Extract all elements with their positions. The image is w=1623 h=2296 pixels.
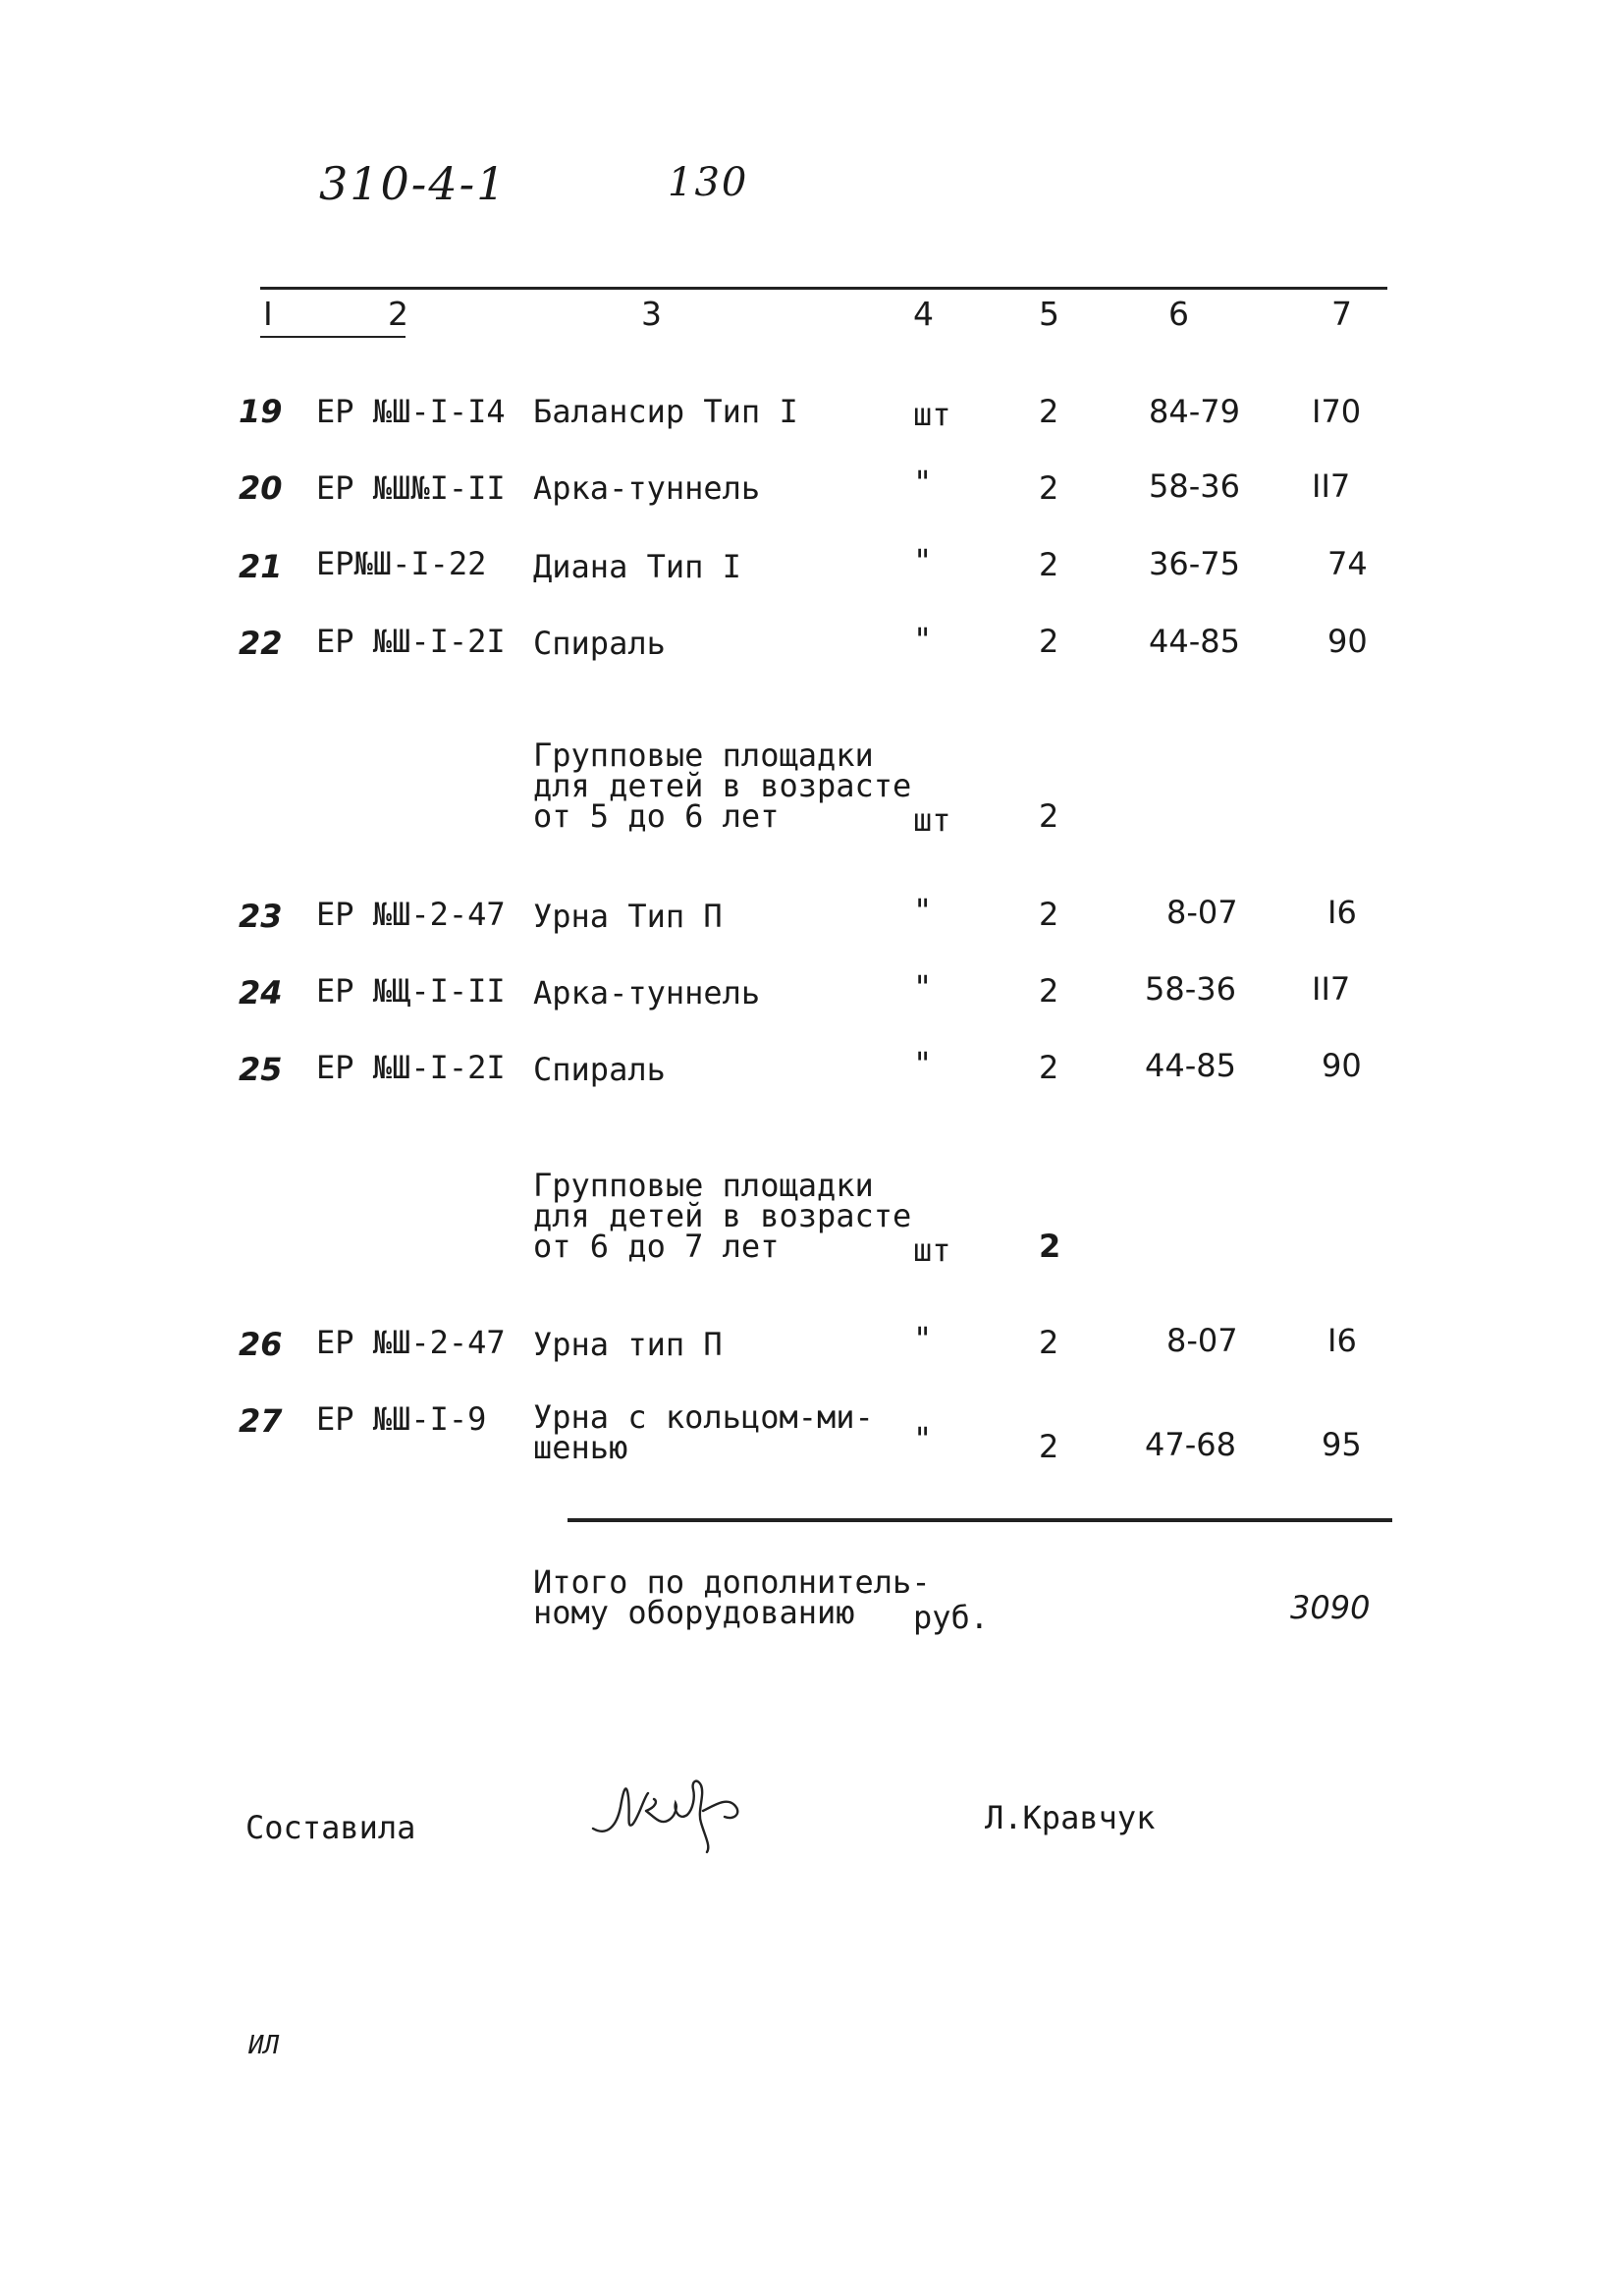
- row-price: 44-85: [1145, 1047, 1236, 1084]
- row-number: 22: [239, 625, 283, 662]
- row-name: Урна с кольцом-ми- шенью: [533, 1398, 874, 1466]
- row-name: Урна Тип П: [533, 898, 723, 935]
- document-code: 310-4-1: [319, 157, 508, 210]
- group-unit: шт: [913, 1231, 951, 1269]
- row-name: Арка-туннель: [533, 469, 761, 507]
- group-title: Групповые площадки для детей в возрасте от 6 до 7 лет: [533, 1167, 912, 1265]
- row-sum: II7: [1312, 970, 1351, 1008]
- compiler-name: Л.Кравчук: [985, 1799, 1156, 1836]
- row-qty: 2: [1039, 972, 1059, 1010]
- col-header-7: 7: [1331, 295, 1352, 333]
- row-price: 44-85: [1149, 623, 1240, 660]
- row-unit: ": [913, 542, 933, 579]
- row-name: Спираль: [533, 625, 666, 662]
- row-number: 20: [239, 469, 283, 507]
- col-header-5: 5: [1039, 295, 1059, 333]
- row-unit: ": [913, 464, 933, 501]
- row-code: ЕР №Ш-2-47: [316, 896, 506, 933]
- row-sum: 90: [1322, 1047, 1362, 1084]
- group-unit: шт: [913, 801, 951, 839]
- row-number: 25: [239, 1051, 283, 1088]
- col-header-2: 2: [388, 295, 408, 333]
- row-sum: 95: [1322, 1426, 1362, 1463]
- col-header-6: 6: [1168, 295, 1189, 333]
- group-qty: 2: [1039, 1228, 1061, 1265]
- group-qty: 2: [1039, 797, 1059, 835]
- row-name: Балансир Тип I: [533, 393, 798, 430]
- row-number: 24: [239, 974, 283, 1011]
- row-number: 23: [239, 898, 283, 935]
- row-qty: 2: [1039, 1049, 1059, 1086]
- row-unit: ": [913, 968, 933, 1006]
- row-number: 21: [239, 548, 283, 585]
- row-unit: ": [913, 892, 933, 929]
- row-qty: 2: [1039, 393, 1059, 430]
- signature-mark: [587, 1768, 784, 1856]
- initials-mark: ИЛ: [248, 2031, 280, 2060]
- row-name: Диана Тип I: [533, 548, 741, 585]
- header-underline: [260, 336, 406, 338]
- row-unit: ": [913, 1320, 933, 1357]
- row-code: ЕР №Ш-I-2I: [316, 1049, 506, 1086]
- col-header-4: 4: [913, 295, 934, 333]
- row-qty: 2: [1039, 469, 1059, 507]
- row-qty: 2: [1039, 1324, 1059, 1361]
- total-rule: [568, 1518, 1392, 1522]
- row-qty: 2: [1039, 896, 1059, 933]
- compiled-by-label: Составила: [245, 1809, 416, 1846]
- row-name: Спираль: [533, 1051, 666, 1088]
- row-sum: II7: [1312, 467, 1351, 505]
- row-qty: 2: [1039, 623, 1059, 660]
- row-name: Арка-туннель: [533, 974, 761, 1011]
- row-code: ЕР №Щ-I-II: [316, 972, 506, 1010]
- row-unit: ": [913, 1420, 933, 1457]
- row-code: ЕР №Ш№I-II: [316, 469, 506, 507]
- col-header-1: I: [263, 295, 273, 333]
- row-code: ЕР №Ш-I-2I: [316, 623, 506, 660]
- total-unit: руб.: [913, 1599, 990, 1636]
- row-price: 58-36: [1145, 970, 1236, 1008]
- row-unit: шт: [913, 396, 951, 433]
- row-qty: 2: [1039, 546, 1059, 583]
- row-price: 47-68: [1145, 1426, 1236, 1463]
- total-value: 3090: [1290, 1589, 1371, 1626]
- row-sum: 90: [1327, 623, 1368, 660]
- total-label: Итого по дополнитель- ному оборудованию: [533, 1563, 931, 1631]
- row-price: 84-79: [1149, 393, 1240, 430]
- group-title: Групповые площадки для детей в возрасте от 5 до 6 лет: [533, 737, 912, 835]
- page-number: 130: [668, 160, 749, 205]
- row-sum: I6: [1327, 1322, 1357, 1359]
- col-header-3: 3: [641, 295, 662, 333]
- signature: [587, 1768, 784, 1860]
- table-top-rule: [260, 287, 1387, 290]
- row-code: ЕР№Ш-I-22: [316, 545, 487, 582]
- row-price: 36-75: [1149, 545, 1240, 582]
- row-number: 19: [239, 393, 283, 430]
- row-number: 27: [239, 1402, 283, 1440]
- row-name: Урна тип П: [533, 1326, 723, 1363]
- row-price: 58-36: [1149, 467, 1240, 505]
- row-price: 8-07: [1166, 1322, 1238, 1359]
- row-sum: 74: [1327, 545, 1368, 582]
- row-code: ЕР №Ш-I-I4: [316, 393, 506, 430]
- row-code: ЕР №Ш-2-47: [316, 1324, 506, 1361]
- row-price: 8-07: [1166, 894, 1238, 931]
- row-qty: 2: [1039, 1428, 1059, 1465]
- row-sum: I6: [1327, 894, 1357, 931]
- row-unit: ": [913, 621, 933, 658]
- row-sum: I70: [1312, 393, 1362, 430]
- row-code: ЕР №Ш-I-9: [316, 1400, 487, 1438]
- row-number: 26: [239, 1326, 283, 1363]
- row-unit: ": [913, 1045, 933, 1082]
